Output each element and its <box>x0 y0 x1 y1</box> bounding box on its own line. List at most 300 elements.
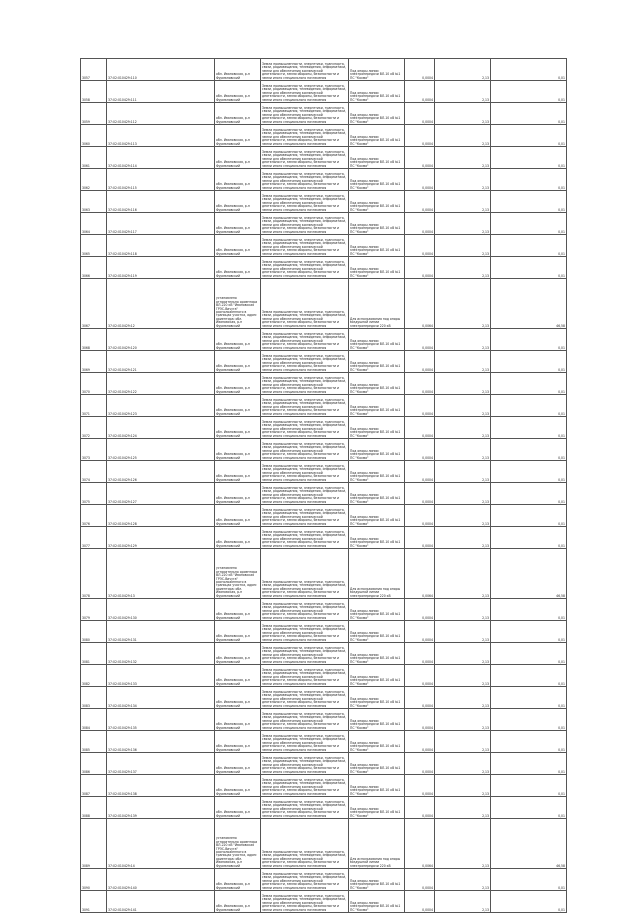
amount-cell: 0,01 <box>491 191 567 213</box>
amount-cell: 0,01 <box>491 709 567 731</box>
amount-cell: 0,01 <box>491 169 567 191</box>
cadastral-number-cell: 37:02:010429:110 <box>107 59 215 81</box>
rate-cell: 2,13 <box>435 549 491 599</box>
cadastral-number-cell: 37:02:010429:112 <box>107 103 215 125</box>
land-category-cell: Земли промышленности, энергетики, транспорта, связи, радиовещания, телевидения, информатики, земли для обеспечения космической деятельности, земли обороны, безопасности и земли иного специального назначения <box>261 461 349 483</box>
area-cell: 0,0004 <box>405 753 435 775</box>
area-cell: 0,0004 <box>405 81 435 103</box>
amount-cell: 0,01 <box>491 891 567 913</box>
land-category-cell: Земли промышленности, энергетики, транспорта, связи, радиовещания, телевидения, информатики, земли для обеспечения космической деятельности, земли обороны, безопасности и земли иного специального назначения <box>261 775 349 797</box>
row-number-cell: 3090 <box>81 869 107 891</box>
area-cell: 0,0004 <box>405 483 435 505</box>
area-cell: 0,0004 <box>405 709 435 731</box>
location-cell: обл. Ивановская, р-н Фурмановский <box>215 665 261 687</box>
table-row <box>81 169 567 191</box>
location-cell: обл. Ивановская, р-н Фурмановский <box>215 191 261 213</box>
row-number-cell: 3091 <box>81 891 107 913</box>
rate-cell: 2,13 <box>435 351 491 373</box>
location-cell: обл. Ивановская, р-н Фурмановский <box>215 439 261 461</box>
permitted-use-cell: Под опоры линии электропередачи ВЛ-10 кВ №1 ПС "Кохма" <box>349 527 405 549</box>
cadastral-number-cell: 37:02:010429:14 <box>107 819 215 869</box>
location-cell: обл. Ивановская, р-н Фурмановский <box>215 351 261 373</box>
table-row <box>81 125 567 147</box>
row-number-cell: 3063 <box>81 191 107 213</box>
land-category-cell: Земли промышленности, энергетики, транспорта, связи, радиовещания, телевидения, информатики, земли для обеспечения космической деятельности, земли обороны, безопасности и земли иного специального назначения <box>261 373 349 395</box>
permitted-use-cell: Под опоры линии электропередачи ВЛ-10 кВ №1 ПС "Кохма" <box>349 439 405 461</box>
table-row <box>81 483 567 505</box>
permitted-use-cell: Под опоры линии электропередачи ВЛ-10 кВ №1 ПС "Кохма" <box>349 483 405 505</box>
table-row <box>81 235 567 257</box>
rate-cell: 2,13 <box>435 643 491 665</box>
land-category-cell: Земли промышленности, энергетики, транспорта, связи, радиовещания, телевидения, информатики, земли для обеспечения космической деятельности, земли обороны, безопасности и земли иного специального назначения <box>261 279 349 329</box>
cadastral-number-cell: 37:02:010429:124 <box>107 417 215 439</box>
table-row <box>81 753 567 775</box>
land-category-cell: Земли промышленности, энергетики, транспорта, связи, радиовещания, телевидения, информатики, земли для обеспечения космической деятельности, земли обороны, безопасности и земли иного специального назначения <box>261 687 349 709</box>
land-category-cell: Земли промышленности, энергетики, транспорта, связи, радиовещания, телевидения, информатики, земли для обеспечения космической деятельности, земли обороны, безопасности и земли иного специального назначения <box>261 395 349 417</box>
land-category-cell: Земли промышленности, энергетики, транспорта, связи, радиовещания, телевидения, информатики, земли для обеспечения космической деятельности, земли обороны, безопасности и земли иного специального назначения <box>261 329 349 351</box>
location-cell: обл. Ивановская, р-н Фурмановский <box>215 461 261 483</box>
permitted-use-cell: Под опоры линии электропередачи ВЛ-10 кВ №1 ПС "Кохма" <box>349 687 405 709</box>
cadastral-number-cell: 37:02:010429:128 <box>107 505 215 527</box>
amount-cell: 0,01 <box>491 59 567 81</box>
rate-cell: 2,13 <box>435 731 491 753</box>
rate-cell: 2,13 <box>435 687 491 709</box>
location-cell: обл. Ивановская, р-н Фурмановский <box>215 213 261 235</box>
row-number-cell: 3061 <box>81 147 107 169</box>
cadastral-number-cell: 37:02:010429:13 <box>107 549 215 599</box>
table-row <box>81 527 567 549</box>
table-row <box>81 709 567 731</box>
amount-cell: 0,01 <box>491 235 567 257</box>
amount-cell: 0,01 <box>491 103 567 125</box>
table-row <box>81 731 567 753</box>
table-row <box>81 461 567 483</box>
area-cell: 0,0004 <box>405 59 435 81</box>
location-cell: обл. Ивановская, р-н Фурмановский <box>215 753 261 775</box>
permitted-use-cell: Для использования под опоры воздушной линии электропередачи 220 кВ <box>349 819 405 869</box>
area-cell: 0,0004 <box>405 417 435 439</box>
location-cell: обл. Ивановская, р-н Фурмановский <box>215 891 261 913</box>
rate-cell: 2,13 <box>435 395 491 417</box>
cadastral-number-cell: 37:02:010429:116 <box>107 191 215 213</box>
amount-cell: 0,01 <box>491 257 567 279</box>
land-category-cell: Земли промышленности, энергетики, транспорта, связи, радиовещания, телевидения, информатики, земли для обеспечения космической деятельности, земли обороны, безопасности и земли иного специального назначения <box>261 213 349 235</box>
cadastral-number-cell: 37:02:010429:139 <box>107 797 215 819</box>
area-cell: 0,0004 <box>405 731 435 753</box>
rate-cell: 2,13 <box>435 775 491 797</box>
permitted-use-cell: Под опоры линии электропередачи ВЛ-10 кВ №1 ПС "Кохма" <box>349 891 405 913</box>
location-cell: установлено относительно ориентира ВЛ-220 кВ "Ивановская ГРЭС-Вичуга" расположенного в границах участка, адрес ориентира: обл. Ивановская, р-н Фурмановский <box>215 819 261 869</box>
permitted-use-cell: Для использования под опоры воздушной линии электропередачи 220 кВ <box>349 549 405 599</box>
amount-cell: 0,01 <box>491 731 567 753</box>
row-number-cell: 3072 <box>81 417 107 439</box>
cadastral-number-cell: 37:02:010429:120 <box>107 329 215 351</box>
table-row <box>81 103 567 125</box>
area-cell: 0,0004 <box>405 775 435 797</box>
row-number-cell: 3068 <box>81 329 107 351</box>
location-cell: обл. Ивановская, р-н Фурмановский <box>215 395 261 417</box>
cadastral-number-cell: 37:02:010429:129 <box>107 527 215 549</box>
area-cell: 0,0004 <box>405 687 435 709</box>
cadastral-number-cell: 37:02:010429:132 <box>107 643 215 665</box>
amount-cell: 0,01 <box>491 687 567 709</box>
amount-cell: 46,58 <box>491 819 567 869</box>
table-row <box>81 819 567 869</box>
location-cell: обл. Ивановская, р-н Фурмановский <box>215 483 261 505</box>
table-row <box>81 891 567 913</box>
land-category-cell: Земли промышленности, энергетики, транспорта, связи, радиовещания, телевидения, информатики, земли для обеспечения космической деятельности, земли обороны, безопасности и земли иного специального назначения <box>261 709 349 731</box>
rate-cell: 2,13 <box>435 527 491 549</box>
location-cell: обл. Ивановская, р-н Фурмановский <box>215 505 261 527</box>
amount-cell: 0,01 <box>491 395 567 417</box>
rate-cell: 2,13 <box>435 279 491 329</box>
area-cell: 0,0064 <box>405 549 435 599</box>
location-cell: обл. Ивановская, р-н Фурмановский <box>215 775 261 797</box>
table-row <box>81 621 567 643</box>
rate-cell: 2,13 <box>435 213 491 235</box>
row-number-cell: 3079 <box>81 599 107 621</box>
cadastral-number-cell: 37:02:010429:137 <box>107 753 215 775</box>
row-number-cell: 3074 <box>81 461 107 483</box>
rate-cell: 2,13 <box>435 869 491 891</box>
area-cell: 0,0004 <box>405 147 435 169</box>
permitted-use-cell: Под опоры линии электропередачи ВЛ-10 кВ №1 ПС "Кохма" <box>349 169 405 191</box>
permitted-use-cell: Под опоры линии электропередачи ВЛ-10 кВ №1 ПС "Кохма" <box>349 59 405 81</box>
row-number-cell: 3086 <box>81 753 107 775</box>
row-number-cell: 3085 <box>81 731 107 753</box>
area-cell: 0,0004 <box>405 505 435 527</box>
cadastral-number-cell: 37:02:010429:122 <box>107 373 215 395</box>
permitted-use-cell: Под опоры линии электропередачи ВЛ-10 кВ №1 ПС "Кохма" <box>349 395 405 417</box>
permitted-use-cell: Под опоры линии электропередачи ВЛ-10 кВ №1 ПС "Кохма" <box>349 709 405 731</box>
land-category-cell: Земли промышленности, энергетики, транспорта, связи, радиовещания, телевидения, информатики, земли для обеспечения космической деятельности, земли обороны, безопасности и земли иного специального назначения <box>261 81 349 103</box>
rate-cell: 2,13 <box>435 665 491 687</box>
permitted-use-cell: Под опоры линии электропередачи ВЛ-10 кВ №1 ПС "Кохма" <box>349 621 405 643</box>
area-cell: 0,0004 <box>405 395 435 417</box>
rate-cell: 2,13 <box>435 329 491 351</box>
location-cell: обл. Ивановская, р-н Фурмановский <box>215 797 261 819</box>
rate-cell: 2,13 <box>435 891 491 913</box>
rate-cell: 2,13 <box>435 483 491 505</box>
land-category-cell: Земли промышленности, энергетики, транспорта, связи, радиовещания, телевидения, информатики, земли для обеспечения космической деятельности, земли обороны, безопасности и земли иного специального назначения <box>261 527 349 549</box>
location-cell: обл. Ивановская, р-н Фурмановский <box>215 257 261 279</box>
amount-cell: 0,01 <box>491 351 567 373</box>
cadastral-number-cell: 37:02:010429:140 <box>107 869 215 891</box>
land-category-cell: Земли промышленности, энергетики, транспорта, связи, радиовещания, телевидения, информатики, земли для обеспечения космической деятельности, земли обороны, безопасности и земли иного специального назначения <box>261 147 349 169</box>
rate-cell: 2,13 <box>435 59 491 81</box>
land-category-cell: Земли промышленности, энергетики, транспорта, связи, радиовещания, телевидения, информатики, земли для обеспечения космической деятельности, земли обороны, безопасности и земли иного специального назначения <box>261 797 349 819</box>
area-cell: 0,0064 <box>405 279 435 329</box>
cadastral-number-cell: 37:02:010429:127 <box>107 483 215 505</box>
cadastral-number-cell: 37:02:010429:136 <box>107 731 215 753</box>
land-category-cell: Земли промышленности, энергетики, транспорта, связи, радиовещания, телевидения, информатики, земли для обеспечения космической деятельности, земли обороны, безопасности и земли иного специального назначения <box>261 505 349 527</box>
location-cell: обл. Ивановская, р-н Фурмановский <box>215 731 261 753</box>
permitted-use-cell: Под опоры линии электропередачи ВЛ-10 кВ №1 ПС "Кохма" <box>349 351 405 373</box>
table-row <box>81 351 567 373</box>
area-cell: 0,0004 <box>405 439 435 461</box>
cadastral-number-cell: 37:02:010429:119 <box>107 257 215 279</box>
area-cell: 0,0004 <box>405 125 435 147</box>
amount-cell: 46,58 <box>491 279 567 329</box>
cadastral-number-cell: 37:02:010429:130 <box>107 599 215 621</box>
amount-cell: 0,01 <box>491 483 567 505</box>
cadastral-number-cell: 37:02:010429:141 <box>107 891 215 913</box>
table-row <box>81 329 567 351</box>
land-category-cell: Земли промышленности, энергетики, транспорта, связи, радиовещания, телевидения, информатики, земли для обеспечения космической деятельности, земли обороны, безопасности и земли иного специального назначения <box>261 417 349 439</box>
area-cell: 0,0004 <box>405 329 435 351</box>
land-category-cell: Земли промышленности, энергетики, транспорта, связи, радиовещания, телевидения, информатики, земли для обеспечения космической деятельности, земли обороны, безопасности и земли иного специального назначения <box>261 257 349 279</box>
table-row <box>81 775 567 797</box>
permitted-use-cell: Под опоры линии электропередачи ВЛ-10 кВ №1 ПС "Кохма" <box>349 797 405 819</box>
row-number-cell: 3064 <box>81 213 107 235</box>
land-category-cell: Земли промышленности, энергетики, транспорта, связи, радиовещания, телевидения, информатики, земли для обеспечения космической деятельности, земли обороны, безопасности и земли иного специального назначения <box>261 621 349 643</box>
cadastral-number-cell: 37:02:010429:134 <box>107 687 215 709</box>
row-number-cell: 3071 <box>81 395 107 417</box>
table-row <box>81 257 567 279</box>
cadastral-number-cell: 37:02:010429:138 <box>107 775 215 797</box>
land-category-cell: Земли промышленности, энергетики, транспорта, связи, радиовещания, телевидения, информатики, земли для обеспечения космической деятельности, земли обороны, безопасности и земли иного специального назначения <box>261 125 349 147</box>
amount-cell: 0,01 <box>491 753 567 775</box>
row-number-cell: 3059 <box>81 103 107 125</box>
amount-cell: 46,58 <box>491 549 567 599</box>
cadastral-number-cell: 37:02:010429:135 <box>107 709 215 731</box>
area-cell: 0,0004 <box>405 169 435 191</box>
row-number-cell: 3075 <box>81 483 107 505</box>
cadastral-number-cell: 37:02:010429:123 <box>107 395 215 417</box>
permitted-use-cell: Под опоры линии электропередачи ВЛ-10 кВ №1 ПС "Кохма" <box>349 373 405 395</box>
permitted-use-cell: Под опоры линии электропередачи ВЛ-10 кВ №1 ПС "Кохма" <box>349 643 405 665</box>
location-cell: установлено относительно ориентира ВЛ-220 кВ "Ивановская ГРЭС-Вичуга" расположенного в границах участка, адрес ориентира: обл. Ивановская, р-н Фурмановский <box>215 549 261 599</box>
row-number-cell: 3069 <box>81 351 107 373</box>
rate-cell: 2,13 <box>435 709 491 731</box>
location-cell: установлено относительно ориентира ВЛ-220 кВ "Ивановская ГРЭС-Вичуга" расположенного в границах участка, адрес ориентира: обл. Ивановская, р-н Фурмановский <box>215 279 261 329</box>
permitted-use-cell: Под опоры линии электропередачи ВЛ-10 кВ №1 ПС "Кохма" <box>349 775 405 797</box>
area-cell: 0,0004 <box>405 869 435 891</box>
amount-cell: 0,01 <box>491 439 567 461</box>
table-row <box>81 797 567 819</box>
row-number-cell: 3062 <box>81 169 107 191</box>
permitted-use-cell: Под опоры линии электропередачи ВЛ-10 кВ №1 ПС "Кохма" <box>349 257 405 279</box>
cadastral-number-cell: 37:02:010429:113 <box>107 125 215 147</box>
land-category-cell: Земли промышленности, энергетики, транспорта, связи, радиовещания, телевидения, информатики, земли для обеспечения космической деятельности, земли обороны, безопасности и земли иного специального назначения <box>261 351 349 373</box>
land-category-cell: Земли промышленности, энергетики, транспорта, связи, радиовещания, телевидения, информатики, земли для обеспечения космической деятельности, земли обороны, безопасности и земли иного специального назначения <box>261 599 349 621</box>
permitted-use-cell: Под опоры линии электропередачи ВЛ-10 кВ №1 ПС "Кохма" <box>349 417 405 439</box>
amount-cell: 0,01 <box>491 125 567 147</box>
row-number-cell: 3073 <box>81 439 107 461</box>
permitted-use-cell: Под опоры линии электропередачи ВЛ-10 кВ №1 ПС "Кохма" <box>349 665 405 687</box>
rate-cell: 2,13 <box>435 125 491 147</box>
area-cell: 0,0004 <box>405 257 435 279</box>
location-cell: обл. Ивановская, р-н Фурмановский <box>215 709 261 731</box>
permitted-use-cell: Под опоры линии электропередачи ВЛ-10 кВ №1 ПС "Кохма" <box>349 869 405 891</box>
rate-cell: 2,13 <box>435 461 491 483</box>
location-cell: обл. Ивановская, р-н Фурмановский <box>215 59 261 81</box>
location-cell: обл. Ивановская, р-н Фурмановский <box>215 235 261 257</box>
cadastral-number-cell: 37:02:010429:131 <box>107 621 215 643</box>
land-category-cell: Земли промышленности, энергетики, транспорта, связи, радиовещания, телевидения, информатики, земли для обеспечения космической деятельности, земли обороны, безопасности и земли иного специального назначения <box>261 891 349 913</box>
permitted-use-cell: Под опоры линии электропередачи ВЛ-10 кВ №1 ПС "Кохма" <box>349 599 405 621</box>
area-cell: 0,0004 <box>405 891 435 913</box>
row-number-cell: 3077 <box>81 527 107 549</box>
land-category-cell: Земли промышленности, энергетики, транспорта, связи, радиовещания, телевидения, информатики, земли для обеспечения космической деятельности, земли обороны, безопасности и земли иного специального назначения <box>261 731 349 753</box>
row-number-cell: 3057 <box>81 59 107 81</box>
table-row <box>81 643 567 665</box>
area-cell: 0,0004 <box>405 599 435 621</box>
row-number-cell: 3066 <box>81 257 107 279</box>
cadastral-number-cell: 37:02:010429:125 <box>107 439 215 461</box>
permitted-use-cell: Под опоры линии электропередачи ВЛ-10 кВ №1 ПС "Кохма" <box>349 191 405 213</box>
rate-cell: 2,13 <box>435 169 491 191</box>
permitted-use-cell: Под опоры линии электропередачи ВЛ-10 кВ №1 ПС "Кохма" <box>349 731 405 753</box>
location-cell: обл. Ивановская, р-н Фурмановский <box>215 329 261 351</box>
table-row <box>81 191 567 213</box>
amount-cell: 0,01 <box>491 621 567 643</box>
location-cell: обл. Ивановская, р-н Фурмановский <box>215 869 261 891</box>
amount-cell: 0,01 <box>491 665 567 687</box>
rate-cell: 2,13 <box>435 235 491 257</box>
cadastral-number-cell: 37:02:010429:12 <box>107 279 215 329</box>
row-number-cell: 3082 <box>81 665 107 687</box>
rate-cell: 2,13 <box>435 417 491 439</box>
permitted-use-cell: Под опоры линии электропередачи ВЛ-10 кВ №1 ПС "Кохма" <box>349 505 405 527</box>
area-cell: 0,0004 <box>405 461 435 483</box>
table-row <box>81 599 567 621</box>
land-category-cell: Земли промышленности, энергетики, транспорта, связи, радиовещания, телевидения, информатики, земли для обеспечения космической деятельности, земли обороны, безопасности и земли иного специального назначения <box>261 235 349 257</box>
rate-cell: 2,13 <box>435 599 491 621</box>
row-number-cell: 3083 <box>81 687 107 709</box>
land-category-cell: Земли промышленности, энергетики, транспорта, связи, радиовещания, телевидения, информатики, земли для обеспечения космической деятельности, земли обороны, безопасности и земли иного специального назначения <box>261 59 349 81</box>
location-cell: обл. Ивановская, р-н Фурмановский <box>215 527 261 549</box>
location-cell: обл. Ивановская, р-н Фурмановский <box>215 621 261 643</box>
row-number-cell: 3076 <box>81 505 107 527</box>
cadastral-number-cell: 37:02:010429:118 <box>107 235 215 257</box>
area-cell: 0,0004 <box>405 235 435 257</box>
rate-cell: 2,13 <box>435 191 491 213</box>
row-number-cell: 3067 <box>81 279 107 329</box>
area-cell: 0,0004 <box>405 643 435 665</box>
table-row <box>81 279 567 329</box>
area-cell: 0,0004 <box>405 621 435 643</box>
land-category-cell: Земли промышленности, энергетики, транспорта, связи, радиовещания, телевидения, информатики, земли для обеспечения космической деятельности, земли обороны, безопасности и земли иного специального назначения <box>261 439 349 461</box>
area-cell: 0,0004 <box>405 351 435 373</box>
table-row <box>81 395 567 417</box>
table-row <box>81 373 567 395</box>
area-cell: 0,0004 <box>405 103 435 125</box>
table-row <box>81 417 567 439</box>
table-row <box>81 147 567 169</box>
cadastral-number-cell: 37:02:010429:133 <box>107 665 215 687</box>
permitted-use-cell: Под опоры линии электропередачи ВЛ-10 кВ №1 ПС "Кохма" <box>349 329 405 351</box>
rate-cell: 2,13 <box>435 753 491 775</box>
amount-cell: 0,01 <box>491 373 567 395</box>
location-cell: обл. Ивановская, р-н Фурмановский <box>215 125 261 147</box>
location-cell: обл. Ивановская, р-н Фурмановский <box>215 417 261 439</box>
table-row <box>81 439 567 461</box>
area-cell: 0,0004 <box>405 665 435 687</box>
rate-cell: 2,13 <box>435 257 491 279</box>
land-category-cell: Земли промышленности, энергетики, транспорта, связи, радиовещания, телевидения, информатики, земли для обеспечения космической деятельности, земли обороны, безопасности и земли иного специального назначения <box>261 665 349 687</box>
location-cell: обл. Ивановская, р-н Фурмановский <box>215 81 261 103</box>
row-number-cell: 3089 <box>81 819 107 869</box>
area-cell: 0,0004 <box>405 213 435 235</box>
amount-cell: 0,01 <box>491 81 567 103</box>
area-cell: 0,0004 <box>405 797 435 819</box>
row-number-cell: 3070 <box>81 373 107 395</box>
amount-cell: 0,01 <box>491 775 567 797</box>
location-cell: обл. Ивановская, р-н Фурмановский <box>215 147 261 169</box>
table-row <box>81 549 567 599</box>
rate-cell: 2,13 <box>435 797 491 819</box>
permitted-use-cell: Под опоры линии электропередачи ВЛ-10 кВ №1 ПС "Кохма" <box>349 103 405 125</box>
cadastral-number-cell: 37:02:010429:126 <box>107 461 215 483</box>
land-category-cell: Земли промышленности, энергетики, транспорта, связи, радиовещания, телевидения, информатики, земли для обеспечения космической деятельности, земли обороны, безопасности и земли иного специального назначения <box>261 483 349 505</box>
area-cell: 0,0004 <box>405 373 435 395</box>
land-category-cell: Земли промышленности, энергетики, транспорта, связи, радиовещания, телевидения, информатики, земли для обеспечения космической деятельности, земли обороны, безопасности и земли иного специального назначения <box>261 753 349 775</box>
rate-cell: 2,13 <box>435 147 491 169</box>
row-number-cell: 3058 <box>81 81 107 103</box>
amount-cell: 0,01 <box>491 797 567 819</box>
amount-cell: 0,01 <box>491 505 567 527</box>
land-category-cell: Земли промышленности, энергетики, транспорта, связи, радиовещания, телевидения, информатики, земли для обеспечения космической деятельности, земли обороны, безопасности и земли иного специального назначения <box>261 191 349 213</box>
land-category-cell: Земли промышленности, энергетики, транспорта, связи, радиовещания, телевидения, информатики, земли для обеспечения космической деятельности, земли обороны, безопасности и земли иного специального назначения <box>261 869 349 891</box>
location-cell: обл. Ивановская, р-н Фурмановский <box>215 373 261 395</box>
table-row <box>81 505 567 527</box>
location-cell: обл. Ивановская, р-н Фурмановский <box>215 643 261 665</box>
amount-cell: 0,01 <box>491 461 567 483</box>
permitted-use-cell: Под опоры линии электропередачи ВЛ-10 кВ №1 ПС "Кохма" <box>349 235 405 257</box>
permitted-use-cell: Под опоры линии электропередачи ВЛ-10 кВ №1 ПС "Кохма" <box>349 461 405 483</box>
amount-cell: 0,01 <box>491 329 567 351</box>
row-number-cell: 3087 <box>81 775 107 797</box>
cadastral-number-cell: 37:02:010429:111 <box>107 81 215 103</box>
row-number-cell: 3080 <box>81 621 107 643</box>
cadastral-number-cell: 37:02:010429:115 <box>107 169 215 191</box>
location-cell: обл. Ивановская, р-н Фурмановский <box>215 687 261 709</box>
rate-cell: 2,13 <box>435 103 491 125</box>
land-category-cell: Земли промышленности, энергетики, транспорта, связи, радиовещания, телевидения, информатики, земли для обеспечения космической деятельности, земли обороны, безопасности и земли иного специального назначения <box>261 549 349 599</box>
permitted-use-cell: Под опоры линии электропередачи ВЛ-10 кВ №1 ПС "Кохма" <box>349 753 405 775</box>
cadastral-number-cell: 37:02:010429:117 <box>107 213 215 235</box>
land-category-cell: Земли промышленности, энергетики, транспорта, связи, радиовещания, телевидения, информатики, земли для обеспечения космической деятельности, земли обороны, безопасности и земли иного специального назначения <box>261 103 349 125</box>
permitted-use-cell: Под опоры линии электропередачи ВЛ-10 кВ №1 ПС "Кохма" <box>349 81 405 103</box>
cadastral-number-cell: 37:02:010429:114 <box>107 147 215 169</box>
amount-cell: 0,01 <box>491 599 567 621</box>
rate-cell: 2,13 <box>435 505 491 527</box>
row-number-cell: 3088 <box>81 797 107 819</box>
permitted-use-cell: Под опоры линии электропередачи ВЛ-10 кВ №1 ПС "Кохма" <box>349 125 405 147</box>
amount-cell: 0,01 <box>491 869 567 891</box>
land-category-cell: Земли промышленности, энергетики, транспорта, связи, радиовещания, телевидения, информатики, земли для обеспечения космической деятельности, земли обороны, безопасности и земли иного специального назначения <box>261 819 349 869</box>
location-cell: обл. Ивановская, р-н Фурмановский <box>215 169 261 191</box>
amount-cell: 0,01 <box>491 527 567 549</box>
amount-cell: 0,01 <box>491 147 567 169</box>
table-body <box>81 59 567 913</box>
amount-cell: 0,01 <box>491 417 567 439</box>
table-row <box>81 213 567 235</box>
area-cell: 0,0064 <box>405 819 435 869</box>
table-row <box>81 59 567 81</box>
row-number-cell: 3060 <box>81 125 107 147</box>
amount-cell: 0,01 <box>491 643 567 665</box>
area-cell: 0,0004 <box>405 191 435 213</box>
cadastral-number-cell: 37:02:010429:121 <box>107 351 215 373</box>
table-row <box>81 869 567 891</box>
row-number-cell: 3065 <box>81 235 107 257</box>
permitted-use-cell: Под опоры линии электропередачи ВЛ-10 кВ №1 ПС "Кохма" <box>349 147 405 169</box>
rate-cell: 2,13 <box>435 439 491 461</box>
location-cell: обл. Ивановская, р-н Фурмановский <box>215 103 261 125</box>
row-number-cell: 3081 <box>81 643 107 665</box>
